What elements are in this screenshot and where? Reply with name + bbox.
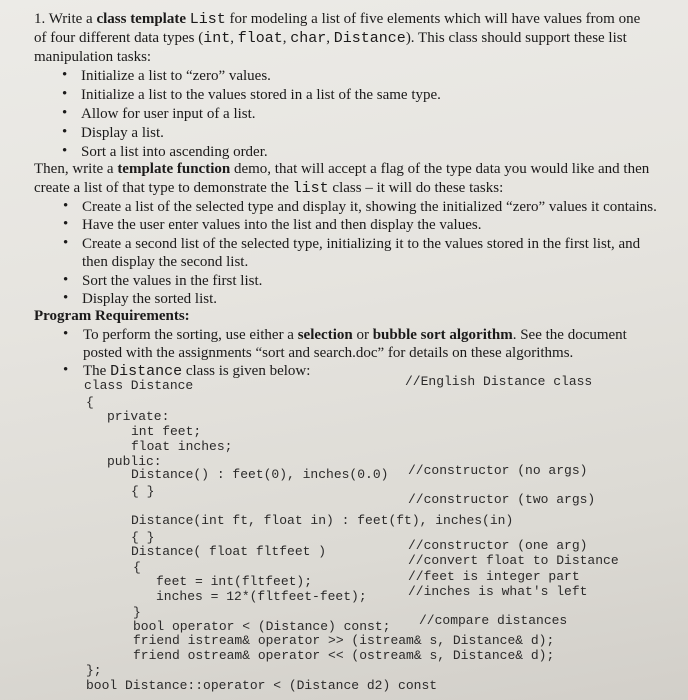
- code-line: }: [133, 605, 141, 620]
- code-line: Distance() : feet(0), inches(0.0): [131, 467, 389, 482]
- demo-bullet: Create a list of the selected type and display it, showing the initialized “zero” values it contains.: [82, 199, 657, 215]
- task-bullet: Initialize a list to “zero” values.: [81, 68, 271, 84]
- requirement-1-line-1: To perform the sorting, use either a selection or bubble sort algorithm. See the document: [83, 327, 627, 343]
- bullet-icon: •: [62, 124, 68, 140]
- task-intro-line-2: of four different data types (int, float, char, Distance). This class should support these list: [34, 30, 627, 47]
- bullet-icon: •: [63, 272, 69, 288]
- demo-bullet-continuation: then display the second list.: [82, 254, 249, 270]
- requirements-heading: Program Requirements:: [34, 308, 190, 324]
- bullet-icon: •: [62, 86, 68, 102]
- bullet-icon: •: [63, 198, 69, 214]
- bullet-icon: •: [63, 216, 69, 232]
- code-line: {: [133, 560, 141, 575]
- code-comment: //convert float to Distance: [408, 553, 619, 568]
- code-comment: //constructor (one arg): [408, 538, 588, 553]
- bullet-icon: •: [62, 143, 68, 159]
- code-comment: //compare distances: [419, 613, 568, 628]
- code-line: { }: [131, 484, 155, 499]
- then-line-2: create a list of that type to demonstrate the list class – it will do these tasks:: [34, 180, 504, 197]
- code-line: feet = int(fltfeet);: [156, 574, 313, 589]
- code-line: bool Distance::operator < (Distance d2) const: [86, 678, 438, 693]
- task-bullet: Initialize a list to the values stored in a list of the same type.: [81, 87, 441, 103]
- code-line: float inches;: [131, 439, 233, 454]
- code-line: };: [86, 663, 102, 678]
- code-line: inches = 12*(fltfeet-feet);: [156, 589, 367, 604]
- bullet-icon: •: [63, 362, 69, 378]
- code-comment: //English Distance class: [405, 374, 593, 389]
- requirement-1-line-2: posted with the assignments “sort and search.doc” for details on these algorithms.: [83, 345, 574, 361]
- task-bullet: Allow for user input of a list.: [81, 106, 256, 122]
- code-line: public:: [107, 454, 162, 469]
- task-intro-line-3: manipulation tasks:: [34, 49, 152, 65]
- demo-bullet: Have the user enter values into the list and then display the values.: [82, 217, 482, 233]
- code-line: {: [86, 395, 94, 410]
- requirement-2: The Distance class is given below:: [83, 363, 311, 380]
- demo-bullet: Sort the values in the first list.: [82, 273, 263, 289]
- code-line: class Distance: [84, 378, 194, 393]
- code-comment: //constructor (no args): [408, 463, 588, 478]
- task-bullet: Display a list.: [81, 125, 164, 141]
- bullet-icon: •: [63, 326, 69, 342]
- code-line: bool operator < (Distance) const;: [133, 619, 391, 634]
- code-line: int feet;: [131, 424, 202, 439]
- then-line-1: Then, write a template function demo, that will accept a flag of the type data you would like and then: [34, 161, 650, 177]
- demo-bullet: Create a second list of the selected type, initializing it to the values stored in the first list, and: [82, 236, 641, 252]
- code-line: { }: [131, 530, 155, 545]
- code-line: friend ostream& operator << (ostream& s, Distance& d);: [133, 648, 555, 663]
- code-comment: //constructor (two args): [408, 492, 596, 507]
- code-line: Distance( float fltfeet ): [131, 544, 327, 559]
- task-bullet: Sort a list into ascending order.: [81, 144, 268, 160]
- code-line: friend istream& operator >> (istream& s, Distance& d);: [133, 633, 555, 648]
- code-line: private:: [107, 409, 170, 424]
- task-intro-line-1: 1. Write a class template List for modeling a list of five elements which will have values from one: [34, 11, 641, 28]
- code-comment: //feet is integer part: [408, 569, 580, 584]
- bullet-icon: •: [62, 67, 68, 83]
- code-line: Distance(int ft, float in) : feet(ft), inches(in): [131, 513, 514, 528]
- bullet-icon: •: [63, 290, 69, 306]
- bullet-icon: •: [62, 105, 68, 121]
- bullet-icon: •: [63, 235, 69, 251]
- code-comment: //inches is what's left: [408, 584, 588, 599]
- demo-bullet: Display the sorted list.: [82, 291, 217, 307]
